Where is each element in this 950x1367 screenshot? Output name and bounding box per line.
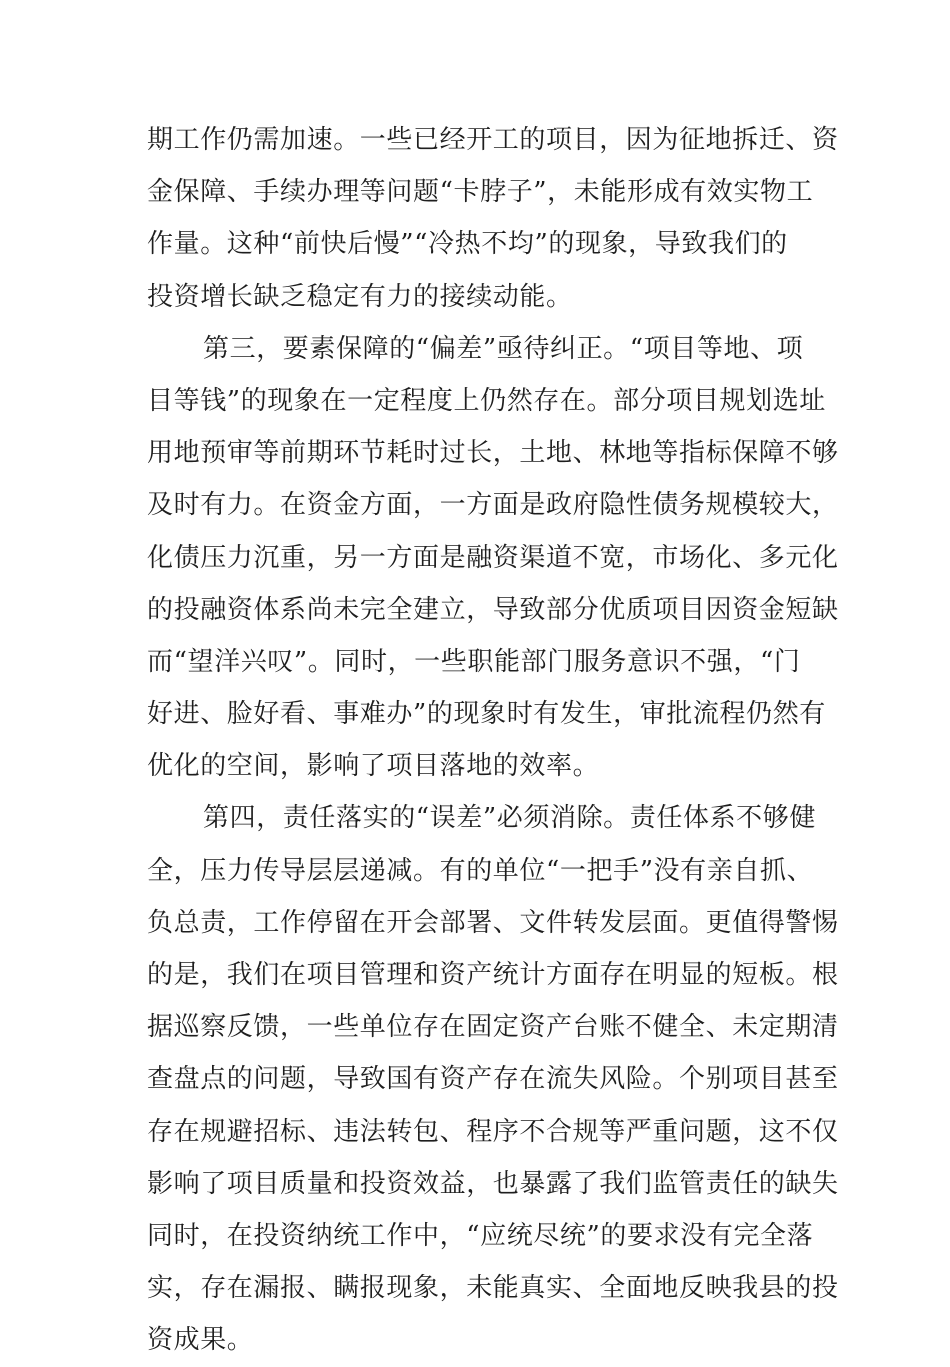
text-line: 好进、脸好看、事难办”的现象时有发生，审批流程仍然有: [147, 699, 826, 730]
text-line: 及时有力。在资金方面，一方面是政府隐性债务规模较大，: [147, 490, 839, 521]
document-body: [147, 114, 839, 1367]
text-line: 作量。这种“前快后慢”“冷热不均”的现象，导致我们的: [147, 229, 788, 260]
text-line: 影响了项目质量和投资效益，也暴露了我们监管责任的缺失: [147, 1168, 839, 1199]
text-line: 同时，在投资纳统工作中，“应统尽统”的要求没有完全落: [147, 1220, 814, 1251]
text-line: 优化的空间，影响了项目落地的效率。: [147, 751, 600, 782]
text-line: 负总责，工作停留在开会部署、文件转发层面。更值得警惕: [147, 907, 839, 938]
text-line: 存在规避招标、违法转包、程序不合规等严重问题，这不仅: [147, 1116, 839, 1147]
text-line: 据巡察反馈，一些单位存在固定资产台账不健全、未定期清: [147, 1012, 839, 1043]
text-line: 用地预审等前期环节耗时过长，土地、林地等指标保障不够: [147, 438, 839, 469]
paragraph-start-line: 第三，要素保障的“偏差”亟待纠正。“项目等地、项: [203, 333, 804, 364]
paragraph-start-line: 第四，责任落实的“误差”必须消除。责任体系不够健: [203, 803, 816, 834]
text-line: 实，存在漏报、瞒报现象，未能真实、全面地反映我县的投: [147, 1273, 839, 1304]
text-line: 的投融资体系尚未完全建立，导致部分优质项目因资金短缺: [147, 594, 839, 625]
text-line: 化债压力沉重，另一方面是融资渠道不宽，市场化、多元化: [147, 542, 839, 573]
text-line: 全，压力传导层层递减。有的单位“一把手”没有亲自抓、: [147, 855, 814, 886]
text-line: 的是，我们在项目管理和资产统计方面存在明显的短板。根: [147, 960, 839, 990]
text-line: 金保障、手续办理等问题“卡脖子”，未能形成有效实物工: [147, 177, 814, 208]
text-line: 投资增长缺乏稳定有力的接续动能。: [147, 281, 573, 312]
text-line: 而“望洋兴叹”。同时，一些职能部门服务意识不强，“门: [147, 646, 801, 677]
text-line: 目等钱”的现象在一定程度上仍然存在。部分项目规划选址: [147, 385, 826, 416]
text-line: 资成果。: [147, 1325, 254, 1356]
text-line: 查盘点的问题，导致国有资产存在流失风险。个别项目甚至: [147, 1064, 839, 1095]
text-line: 期工作仍需加速。一些已经开工的项目，因为征地拆迁、资: [147, 125, 839, 155]
